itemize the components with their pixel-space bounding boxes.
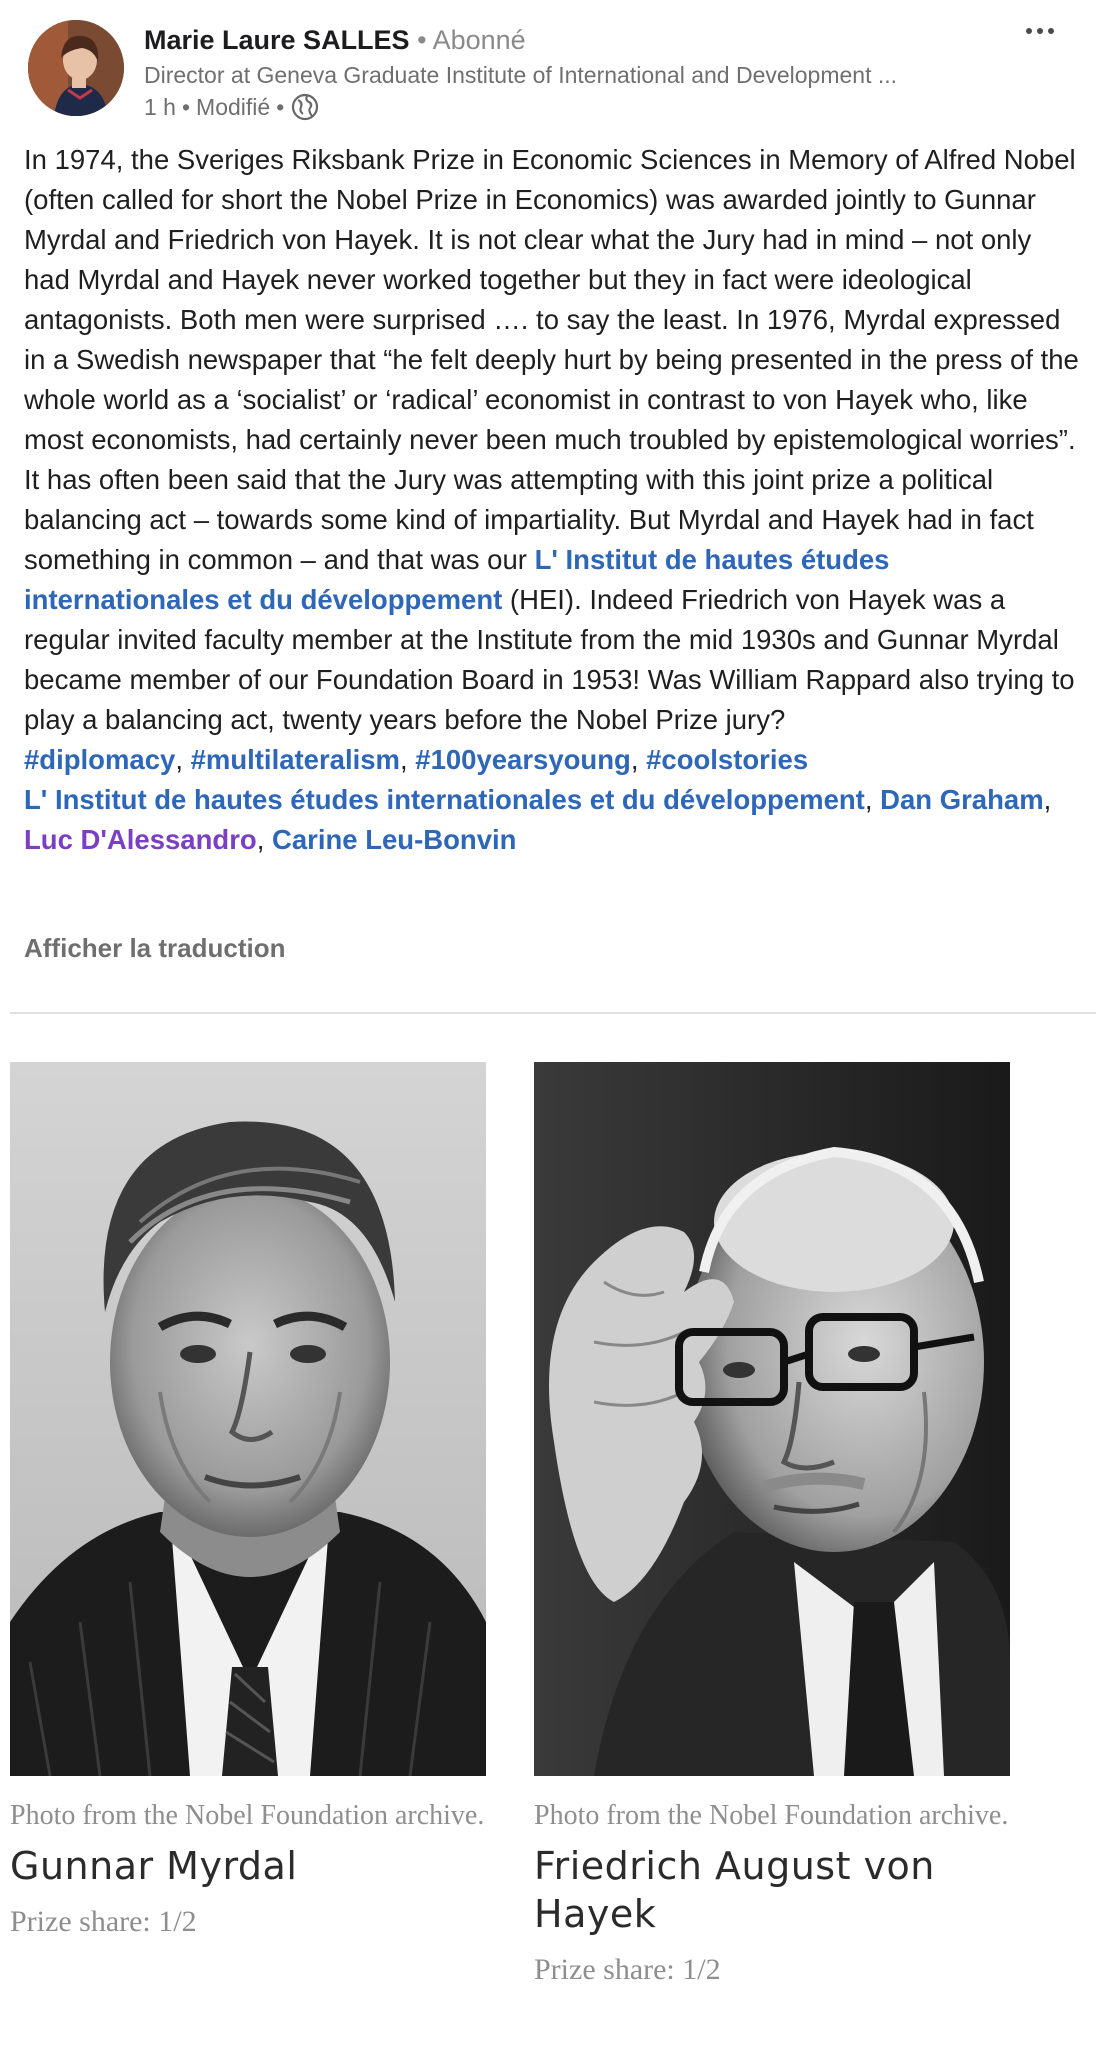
- mention-carine-leu-bonvin[interactable]: Carine Leu-Bonvin: [271, 824, 517, 855]
- photo-caption: Photo from the Nobel Foundation archive.: [10, 1800, 485, 1831]
- comma-separator: ,: [256, 824, 272, 855]
- post-text: [24, 140, 1084, 860]
- follow-status[interactable]: Abonné: [432, 25, 526, 55]
- hayek-portrait-image: [534, 1062, 1010, 1776]
- avatar-image: [28, 20, 124, 116]
- dot-icon: [1037, 28, 1043, 34]
- post-meta: [144, 92, 1004, 122]
- myrdal-portrait-image: [10, 1062, 486, 1776]
- show-translation-button[interactable]: Afficher la traduction: [24, 933, 286, 963]
- globe-icon: [290, 92, 320, 122]
- prize-share: Prize share: 1/2: [10, 1905, 197, 1938]
- name-separator: •: [417, 25, 427, 55]
- comma-separator: ,: [400, 744, 416, 775]
- comma-separator: ,: [1043, 784, 1052, 815]
- divider: [10, 1012, 1096, 1014]
- meta-separator: •: [181, 94, 191, 120]
- post-paragraph-2: (HEI). Indeed Friedrich von Hayek was a regular invited faculty member at the Institute from the mid 1930s and Gunnar Myrdal became member of our Foundation Board in 1953! Was William Rappard also trying to play a balancing act, twenty years before the Nobel Prize jury?: [24, 584, 1075, 735]
- post-time: 1 h: [144, 94, 176, 120]
- laureate-name: Gunnar Myrdal: [10, 1844, 298, 1888]
- post-paragraph-1: In 1974, the Sveriges Riksbank Prize in Economic Sciences in Memory of Alfred Nobel (often called for short the Nobel Prize in Economics) was awarded jointly to Gunnar Myrdal and Friedrich von Hayek. It is not clear what the Jury had in mind – not only had Myrdal and Hayek never worked together but they in fact were ideological antagonists. Both men were surprised …. to say the least. In 1976, Myrdal expressed in a Swedish newspaper that “he felt deeply hurt by being presented in the press of the whole world as a ‘socialist’ or ‘radical’ economist in contrast to von Hayek who, like most economists, had certainly never been much troubled by epistemological worries”. It has often been said that the Jury was attempting with this joint prize a political balancing act – towards some kind of impartiality. But Myrdal and Hayek had in fact something in common – and that was our: [24, 144, 1079, 575]
- photo-caption: Photo from the Nobel Foundation archive.: [534, 1800, 1009, 1831]
- author-avatar[interactable]: [28, 20, 124, 116]
- author-name[interactable]: Marie Laure SALLES: [144, 25, 410, 55]
- mention-luc-dalessandro[interactable]: Luc D'Alessandro: [24, 824, 257, 855]
- more-options-button[interactable]: [1018, 14, 1062, 48]
- dot-icon: [1048, 28, 1054, 34]
- institute-mention-link[interactable]: L' Institut de hautes études internationales et du développement: [24, 544, 890, 615]
- laureate-name: Friedrich August von Hayek: [534, 1844, 935, 1936]
- dot-icon: [1026, 28, 1032, 34]
- laureate-card-myrdal[interactable]: [10, 1062, 486, 1942]
- hashtag-multilateralism[interactable]: #multilateralism: [190, 744, 400, 775]
- hashtag-coolstories[interactable]: #coolstories: [646, 744, 809, 775]
- comma-separator: ,: [864, 784, 881, 815]
- laureate-card-hayek[interactable]: [534, 1062, 1010, 1990]
- comma-separator: ,: [175, 744, 191, 775]
- hashtag-diplomacy[interactable]: #diplomacy: [24, 744, 176, 775]
- author-info: [144, 22, 1004, 122]
- hashtag-100yearsyoung[interactable]: #100yearsyoung: [415, 744, 631, 775]
- mention-institute[interactable]: L' Institut de hautes études internationales et du développement: [24, 784, 865, 815]
- meta-separator: •: [276, 94, 285, 120]
- author-name-line: [144, 22, 1004, 58]
- mention-dan-graham[interactable]: Dan Graham: [880, 784, 1044, 815]
- prize-share: Prize share: 1/2: [534, 1953, 721, 1986]
- comma-separator: ,: [630, 744, 647, 775]
- author-headline: Director at Geneva Graduate Institute of International and Development ...: [144, 62, 898, 88]
- edited-label: Modifié: [196, 94, 271, 120]
